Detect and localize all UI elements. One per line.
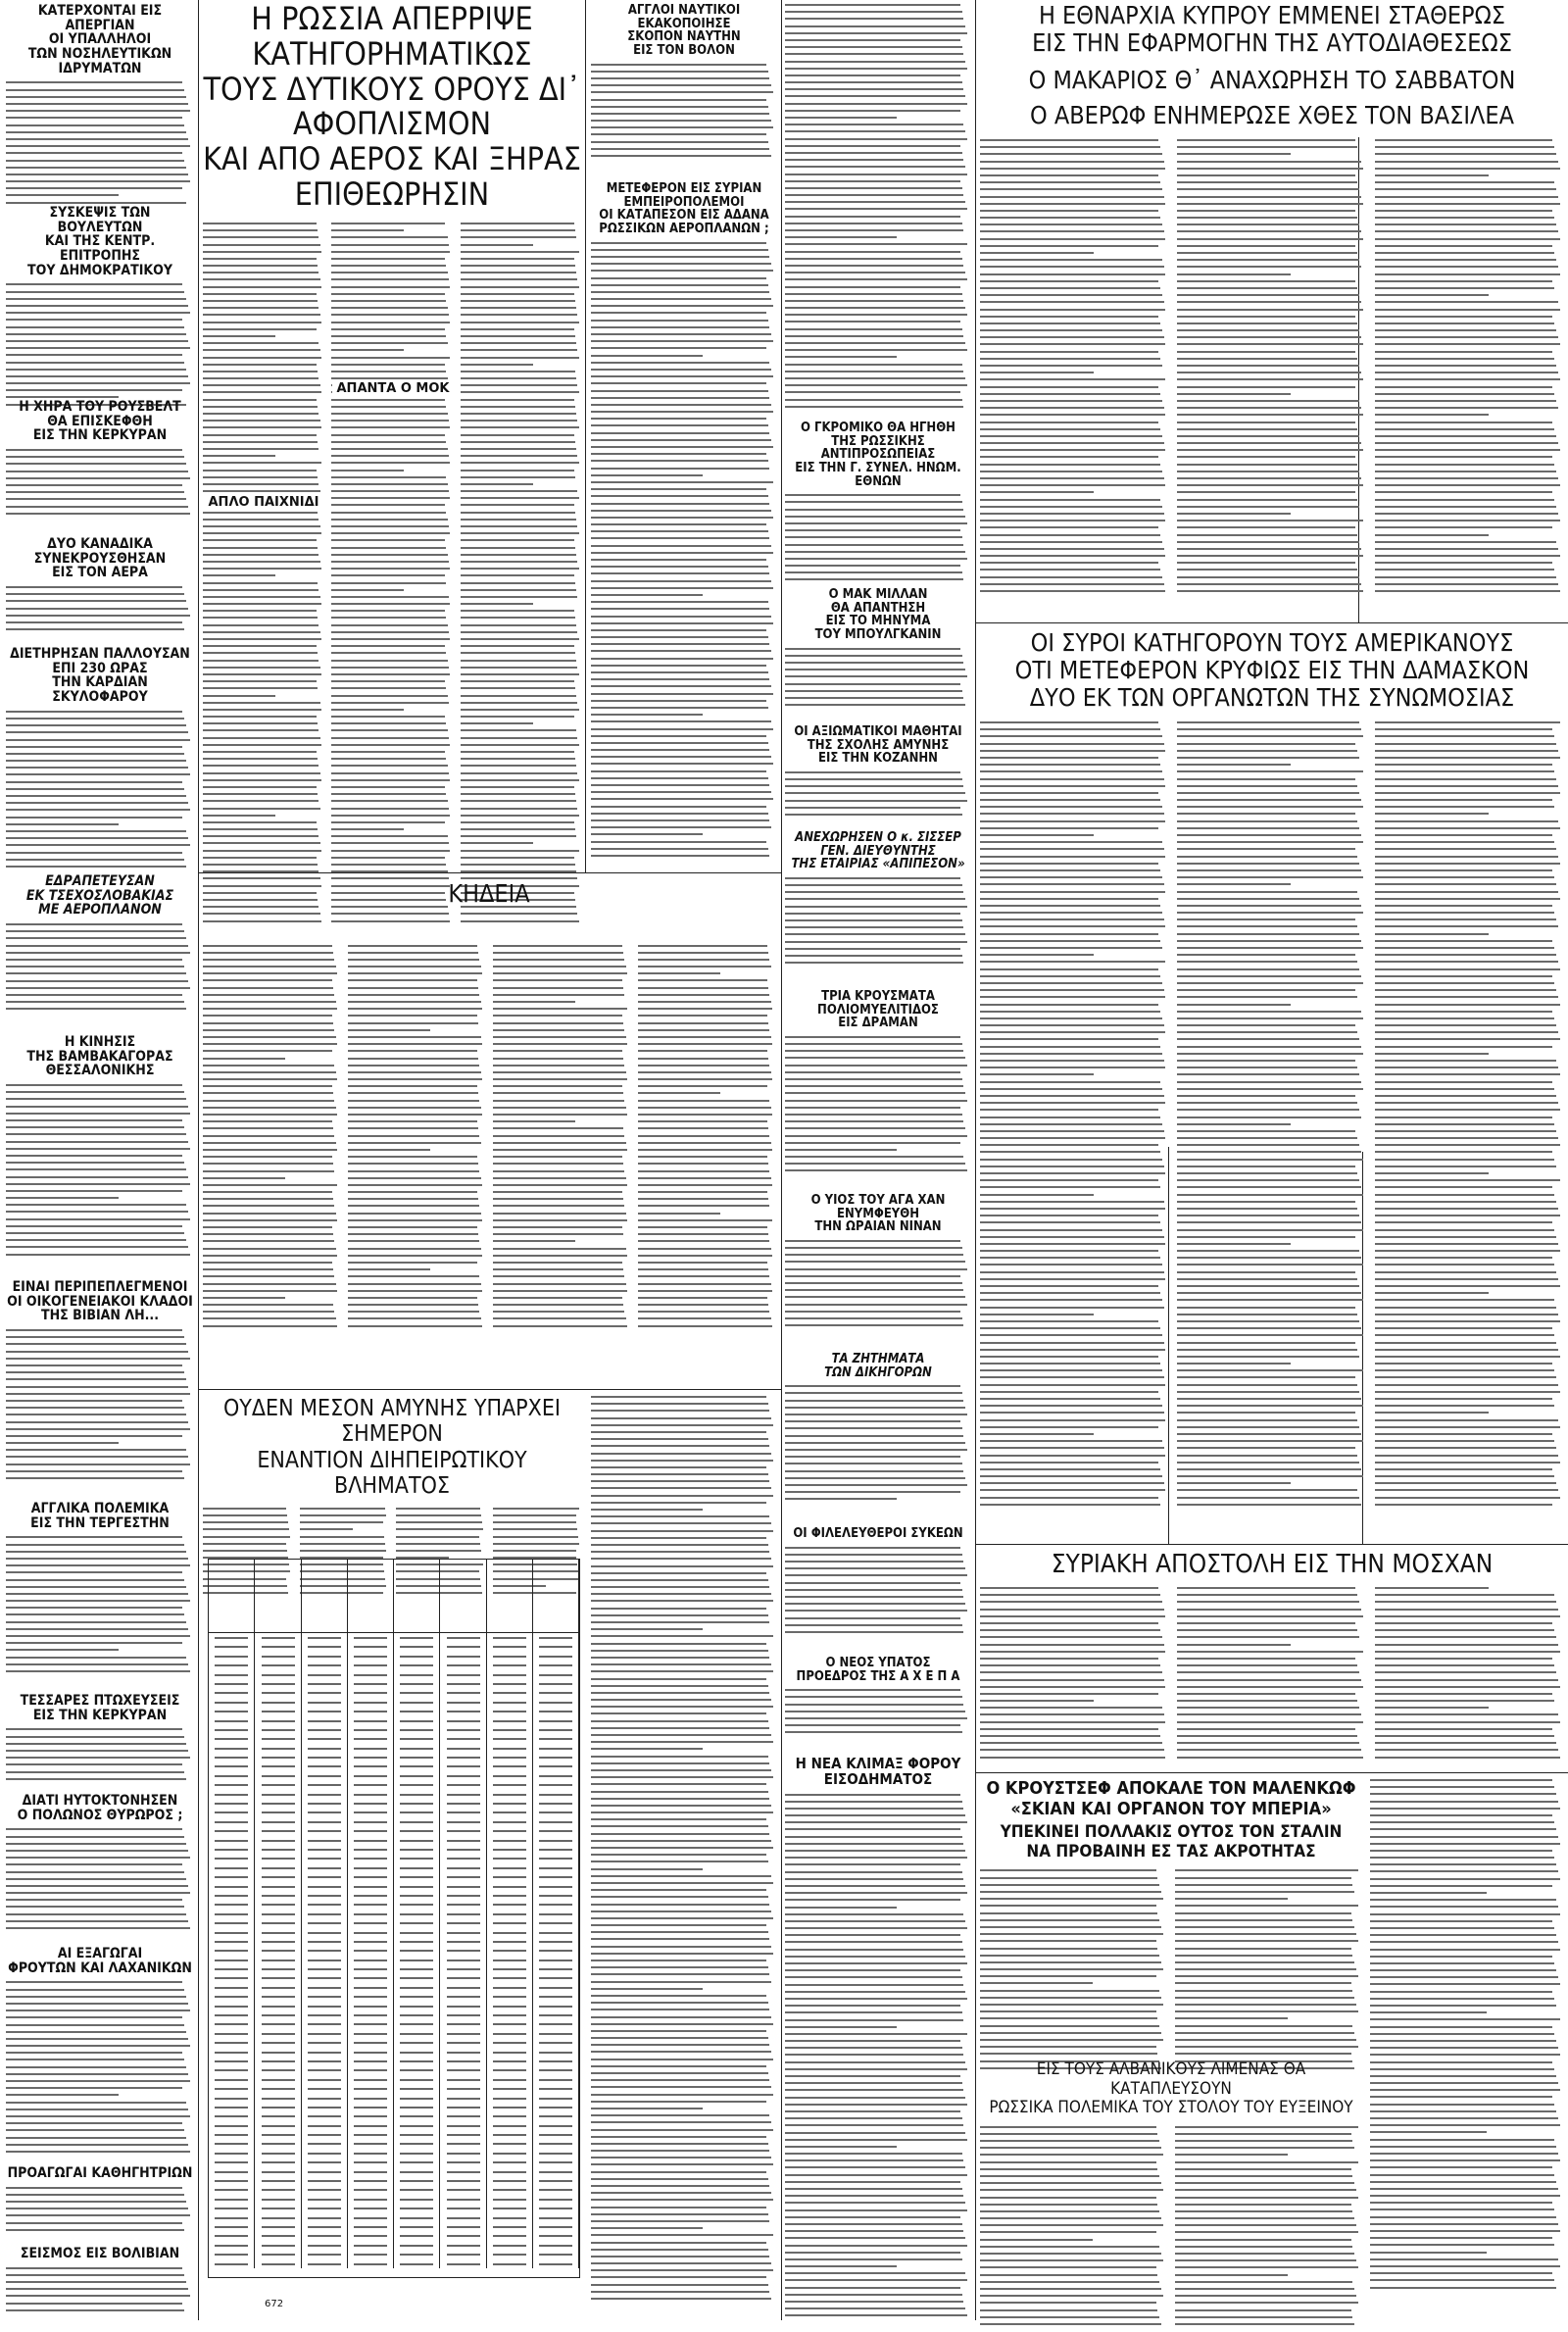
article-bolivia-quake: [6, 2247, 194, 2322]
headline: ΔΙΕΤΗΡΗΣΑΝ ΠΑΛΛΟΥΣΑΝ ΕΠΙ 230 ΩΡΑΣ ΤΗΝ ΚΑΡΔΙΑΝ ΣΚΥΛΟΦΑΡΟΥ: [10, 646, 190, 706]
article-syria-planes: [591, 182, 777, 866]
article-body: [785, 771, 971, 822]
article-syrians-accuse: [980, 629, 1564, 1515]
article-body: [785, 1385, 971, 1511]
article-lawyers: [785, 1353, 971, 1511]
article-body: [980, 2126, 1362, 2332]
article-body: [6, 2187, 194, 2240]
headline: ΣΕΙΣΜΟΣ ΕΙΣ ΒΟΛΙΒΙΑΝ: [20, 2246, 180, 2261]
headline: ΕΔΡΑΠΕΤΕΥΣΑΝ ΕΚ ΤΣΕΧΟΣΛΟΒΑΚΙΑΣ ΜΕ ΑΕΡΟΠΛΑΝΟΝ: [25, 873, 174, 918]
headline: ΔΙΑΤΙ ΗΥΤΟΚΤΟΝΗΣΕΝ Ο ΠΟΛΩΝΟΣ ΘΥΡΩΡΟΣ ;: [17, 1793, 183, 1823]
headline: ΑΙ ΕΞΑΓΩΓΑΙ ΦΡΟΥΤΩΝ ΚΑΙ ΛΑΧΑΝΙΚΩΝ: [8, 1946, 192, 1976]
article-volos-sailor-cont: [785, 4, 971, 416]
subheadline: Ο ΑΒΕΡΩΦ ΕΝΗΜΕΡΩΣΕ ΧΘΕΣ ΤΟΝ ΒΑΣΙΛΕΑ: [1029, 101, 1514, 129]
article-bankruptcies: [6, 1694, 194, 1785]
article-cyprus: [980, 2, 1564, 600]
article-body: [6, 1981, 194, 2158]
article-body: [785, 1240, 971, 1338]
article-polio: [785, 990, 971, 1183]
article-macmillan: [785, 588, 971, 717]
article-body: [785, 877, 971, 975]
article-porter: [6, 1794, 194, 1938]
article-body: [980, 721, 1564, 1515]
headline: ΜΕΤΕΦΕΡΟΝ ΕΙΣ ΣΥΡΙΑΝ ΕΜΠΕΙΡΟΠΟΛΕΜΟΙ ΟΙ ΚΑΤΑΠΕΣΟΝ ΕΙΣ ΑΔΑΝΑ ΡΩΣΣΙΚΩΝ ΑΕΡΟΠΛΑΝΩΝ ;: [599, 181, 769, 236]
article-body: [1370, 1779, 1564, 2299]
article-body: [203, 945, 775, 1337]
article-body: [6, 449, 194, 525]
article-cotton-market: [6, 1035, 194, 1261]
article-body: [785, 494, 971, 592]
article-nurse-strike: [6, 4, 194, 211]
headline: Ο ΜΑΚ ΜΙΛΛΑΝ ΘΑ ΑΠΑΝΤΗΣΗ ΕΙΣ ΤΟ ΜΗΝΥΜΑ ΤΟΥ ΜΠΟΥΛΓΚΑΝΙΝ: [814, 587, 942, 642]
article-body: [785, 1794, 971, 2323]
article-gromyko: [785, 422, 971, 592]
article-canadian-planes: [6, 537, 194, 637]
article-body: [6, 2267, 194, 2322]
article-body: [6, 1536, 194, 1683]
article-russia-rejects: [203, 2, 581, 928]
article-roosevelt-widow: [6, 400, 194, 525]
article-liberals: [785, 1527, 971, 1643]
article-khrushchev: [980, 1779, 1362, 2075]
article-czech-escape: [6, 874, 194, 1021]
article-democratic-meeting: [6, 206, 194, 417]
headline: ΕΙΣ ΤΟΥΣ ΑΛΒΑΝΙΚΟΥΣ ΛΙΜΕΝΑΣ ΘΑ ΚΑΤΑΠΛΕΥΣΟΥΝ ΡΩΣΣΙΚΑ ΠΟΛΕΜΙΚΑ ΤΟΥ ΣΤΟΛΟΥ ΤΟΥ ΕΥΞΕΙΝΟΥ: [989, 2059, 1353, 2118]
headline: Η ΕΘΝΑΡΧΙΑ ΚΥΠΡΟΥ ΕΜΜΕΝΕΙ ΣΤΑΘΕΡΩΣ ΕΙΣ ΤΗΝ ΕΦΑΡΜΟΓΗΝ ΤΗΣ ΑΥΤΟΔΙΑΘΕΣΕΩΣ: [1032, 1, 1512, 57]
headline: Ο ΓΚΡΟΜΙΚΟ ΘΑ ΗΓΗΘΗ ΤΗΣ ΡΩΣΣΙΚΗΣ ΑΝΤΙΠΡΟΣΩΠΕΙΑΣ ΕΙΣ ΤΗΝ Γ. ΣΥΝΕΛ. ΗΝΩΜ. ΕΘΝΩΝ: [795, 421, 961, 489]
article-teachers: [6, 2166, 194, 2240]
article-body: [6, 586, 194, 637]
article-body: [6, 711, 194, 877]
article-body: [980, 139, 1564, 600]
article-trieste: [6, 1502, 194, 1683]
article-body: [6, 1084, 194, 1261]
headline: ΣΥΣΚΕΨΙΣ ΤΩΝ ΒΟΥΛΕΥΤΩΝ ΚΑΙ ΤΗΣ ΚΕΝΤΡ. ΕΠΙΤΡΟΠΗΣ ΤΟΥ ΔΗΜΟΚΡΑΤΙΚΟΥ: [27, 205, 172, 278]
subheadline: Ο ΜΑΚΑΡΙΟΣ Θ᾿ ΑΝΑΧΩΡΗΣΗ ΤΟ ΣΑΒΒΑΤΟΝ: [1028, 66, 1516, 94]
article-body: [785, 1036, 971, 1183]
headline: ΚΑΤΕΡΧΟΝΤΑΙ ΕΙΣ ΑΠΕΡΓΙΑΝ ΟΙ ΥΠΑΛΛΗΛΟΙ ΤΩΝ ΝΟΣΗΛΕΥΤΙΚΩΝ ΙΔΡΥΜΑΤΩΝ: [27, 3, 172, 76]
article-no-defense: [203, 880, 775, 1337]
article-body: [980, 1587, 1564, 1769]
article-body: [785, 648, 971, 717]
subheadline: ΥΠΕΚΙΝΕΙ ΠΟΛΛΑΚΙΣ ΟΥΤΟΣ ΤΟΝ ΣΤΑΛΙΝ ΝΑ ΠΡΟΒΑΙΝΗ ΕΣ ΤΑΣ ΑΚΡΟΤΗΤΑΣ: [1000, 1822, 1343, 1861]
article-body: [785, 4, 971, 416]
headline: ΕΙΝΑΙ ΠΕΡΙΠΕΠΛΕΓΜΕΝΟΙ ΟΙ ΟΙΚΟΓΕΝΕΙΑΚΟΙ ΚΛΑΔΟΙ ΤΗΣ ΒΙΒΙΑΝ ΛΗ...: [7, 1279, 193, 1324]
article-body: [6, 1728, 194, 1785]
headline: Ο ΚΡΟΥΣΤΣΕΦ ΑΠΟΚΑΛΕ ΤΟΝ ΜΑΛΕΝΚΩΦ «ΣΚΙΑΝ ΚΑΙ ΟΡΓΑΝΟΝ ΤΟΥ ΜΠΕΡΙΑ»: [986, 1778, 1356, 1819]
article-body: [6, 283, 194, 417]
article-body: [6, 1828, 194, 1938]
headline: Ο ΝΕΟΣ ΥΠΑΤΟΣ ΠΡΟΕΔΡΟΣ ΤΗΣ Α Χ Ε Π Α: [796, 1656, 960, 1684]
subhead-mok: ΑΠΑΝΤΑ Ο ΜΟΚ: [332, 382, 454, 396]
article-albanian-ports: [980, 2060, 1362, 2332]
article-body: [591, 64, 777, 166]
article-vivien-leigh: [6, 1280, 194, 1486]
headline: Η ΝΕΑ ΚΛΙΜΑΞ ΦΟΡΟΥ ΕΙΣΟΔΗΜΑΤΟΣ: [795, 1755, 961, 1788]
subhead-child-play: ΑΠΛΟ ΠΑΙΧΝΙΔΙ: [203, 496, 324, 510]
headline: Ο ΥΙΟΣ ΤΟΥ ΑΓΑ ΧΑΝ ΕΝΥΜΦΕΥΘΗ ΤΗΝ ΩΡΑΙΑΝ ΝΙΝΑΝ: [810, 1193, 946, 1235]
article-body: [6, 81, 194, 211]
article-body: [6, 1329, 194, 1486]
article-body: [591, 242, 777, 866]
article-dog-heart: [6, 647, 194, 877]
headline: ΔΥΟ ΚΑΝΑΔΙΚΑ ΣΥΝΕΚΡΟΥΣΘΗΣΑΝ ΕΙΣ ΤΟΝ ΑΕΡΑ: [33, 536, 167, 581]
column-center-lower: [591, 1396, 777, 2307]
article-body: [785, 1689, 971, 1744]
headline: Η ΧΗΡΑ ΤΟΥ ΡΟΥΣΒΕΛΤ ΘΑ ΕΠΙΣΚΕΦΘΗ ΕΙΣ ΤΗΝ ΚΕΡΚΥΡΑΝ: [19, 399, 181, 444]
headline: ΟΥΔΕΝ ΜΕΣΟΝ ΑΜΥΝΗΣ ΥΠΑΡΧΕΙ ΣΗΜΕΡΟΝ ΕΝΑΝΤΙΟΝ ΔΙΗΠΕΙΡΩΤΙΚΟΥ ΒΛΗΜΑΤΟΣ: [222, 1396, 561, 1500]
article-volos-sailor: [591, 4, 777, 166]
article-funeral: [785, 1757, 971, 2323]
headline: Η ΡΩΣΣΙΑ ΑΠΕΡΡΙΨΕ ΚΑΤΗΓΟΡΗΜΑΤΙΚΩΣ ΤΟΥΣ ΔΥΤΙΚΟΥΣ ΟΡΟΥΣ ΔΙ᾿ ΑΦΟΠΛΙΣΜΟΝ ΚΑΙ ΑΠΟ ΑΕΡΟΣ ΚΑΙ ΞΗΡΑΣ ΕΠΙΘΕΩΡΗΣΙΝ: [203, 0, 581, 214]
article-body: [980, 1869, 1362, 2075]
headline: ΑΓΓΛΟΙ ΝΑΥΤΙΚΟΙ ΕΚΑΚΟΠΟΙΗΣΕ ΣΚΟΠΟΝ ΝΑΥΤΗΝ ΕΙΣ ΤΟΝ ΒΟΛΟΝ: [627, 3, 741, 58]
article-exports: [6, 1947, 194, 2158]
headline: ΟΙ ΑΞΙΩΜΑΤΙΚΟΙ ΜΑΘΗΤΑΙ ΤΗΣ ΣΧΟΛΗΣ ΑΜΥΝΗΣ ΕΙΣ ΤΗΝ ΚΟΖΑΝΗΝ: [794, 724, 962, 767]
page-folio: 672: [265, 2299, 284, 2309]
headline: ΟΙ ΣΥΡΟΙ ΚΑΤΗΓΟΡΟΥΝ ΤΟΥΣ ΑΜΕΡΙΚΑΝΟΥΣ ΟΤΙ ΜΕΤΕΦΕΡΟΝ ΚΡΥΦΙΩΣ ΕΙΣ ΤΗΝ ΔΑΜΑΣΚΟΝ ΔΥΟ ΕΚ ΤΩΝ ΟΡΓΑΝΩΤΩΝ ΤΗΣ ΣΥΝΩΜΟΣΙΑΣ: [1014, 628, 1530, 712]
article-syrian-mission: [980, 1551, 1564, 1769]
article-sisser: [785, 831, 971, 975]
article-body: [6, 923, 194, 1021]
headline: ΤΡΙΑ ΚΡΟΥΣΜΑΤΑ ΠΟΛΙΟΜΥΕΛΙΤΙΔΟΣ ΕΙΣ ΔΡΑΜΑΝ: [817, 989, 939, 1031]
article-ahepa: [785, 1657, 971, 1744]
article-body: [591, 1396, 777, 2307]
tax-table: [208, 1559, 580, 2278]
headline: ΠΡΟΑΓΩΓΑΙ ΚΑΘΗΓΗΤΡΙΩΝ: [7, 2165, 193, 2181]
article-body: [203, 223, 581, 928]
headline: ΑΝΕΧΩΡΗΣΕΝ Ο κ. ΣΙΣΣΕΡ ΓΕΝ. ΔΙΕΥΘΥΝΤΗΣ ΤΗΣ ΕΤΑΙΡΙΑΣ «ΑΠΙΠΕΣΟΝ»: [791, 830, 965, 872]
headline: ΚΗΔΕΙΑ: [448, 879, 530, 908]
headline: ΑΓΓΛΙΚΑ ΠΟΛΕΜΙΚΑ ΕΙΣ ΤΗΝ ΤΕΡΓΕΣΤΗΝ: [30, 1501, 170, 1531]
headline: ΟΙ ΦΙΛΕΛΕΥΘΕΡΟΙ ΣΥΚΕΩΝ: [793, 1526, 963, 1541]
article-body: [785, 1547, 971, 1643]
article-henderson: [1370, 1779, 1564, 2299]
headline: ΣΥΡΙΑΚΗ ΑΠΟΣΤΟΛΗ ΕΙΣ ΤΗΝ ΜΟΣΧΑΝ: [1051, 1550, 1494, 1579]
headline: ΤΕΣΣΑΡΕΣ ΠΤΩΧΕΥΣΕΙΣ ΕΙΣ ΤΗΝ ΚΕΡΚΥΡΑΝ: [20, 1693, 180, 1723]
article-aga-khan: [785, 1194, 971, 1338]
article-officers-kozani: [785, 725, 971, 822]
headline: Η ΚΙΝΗΣΙΣ ΤΗΣ ΒΑΜΒΑΚΑΓΟΡΑΣ ΘΕΣΣΑΛΟΝΙΚΗΣ: [26, 1034, 173, 1079]
headline: ΤΑ ΖΗΤΗΜΑΤΑ ΤΩΝ ΔΙΚΗΓΟΡΩΝ: [824, 1352, 932, 1380]
